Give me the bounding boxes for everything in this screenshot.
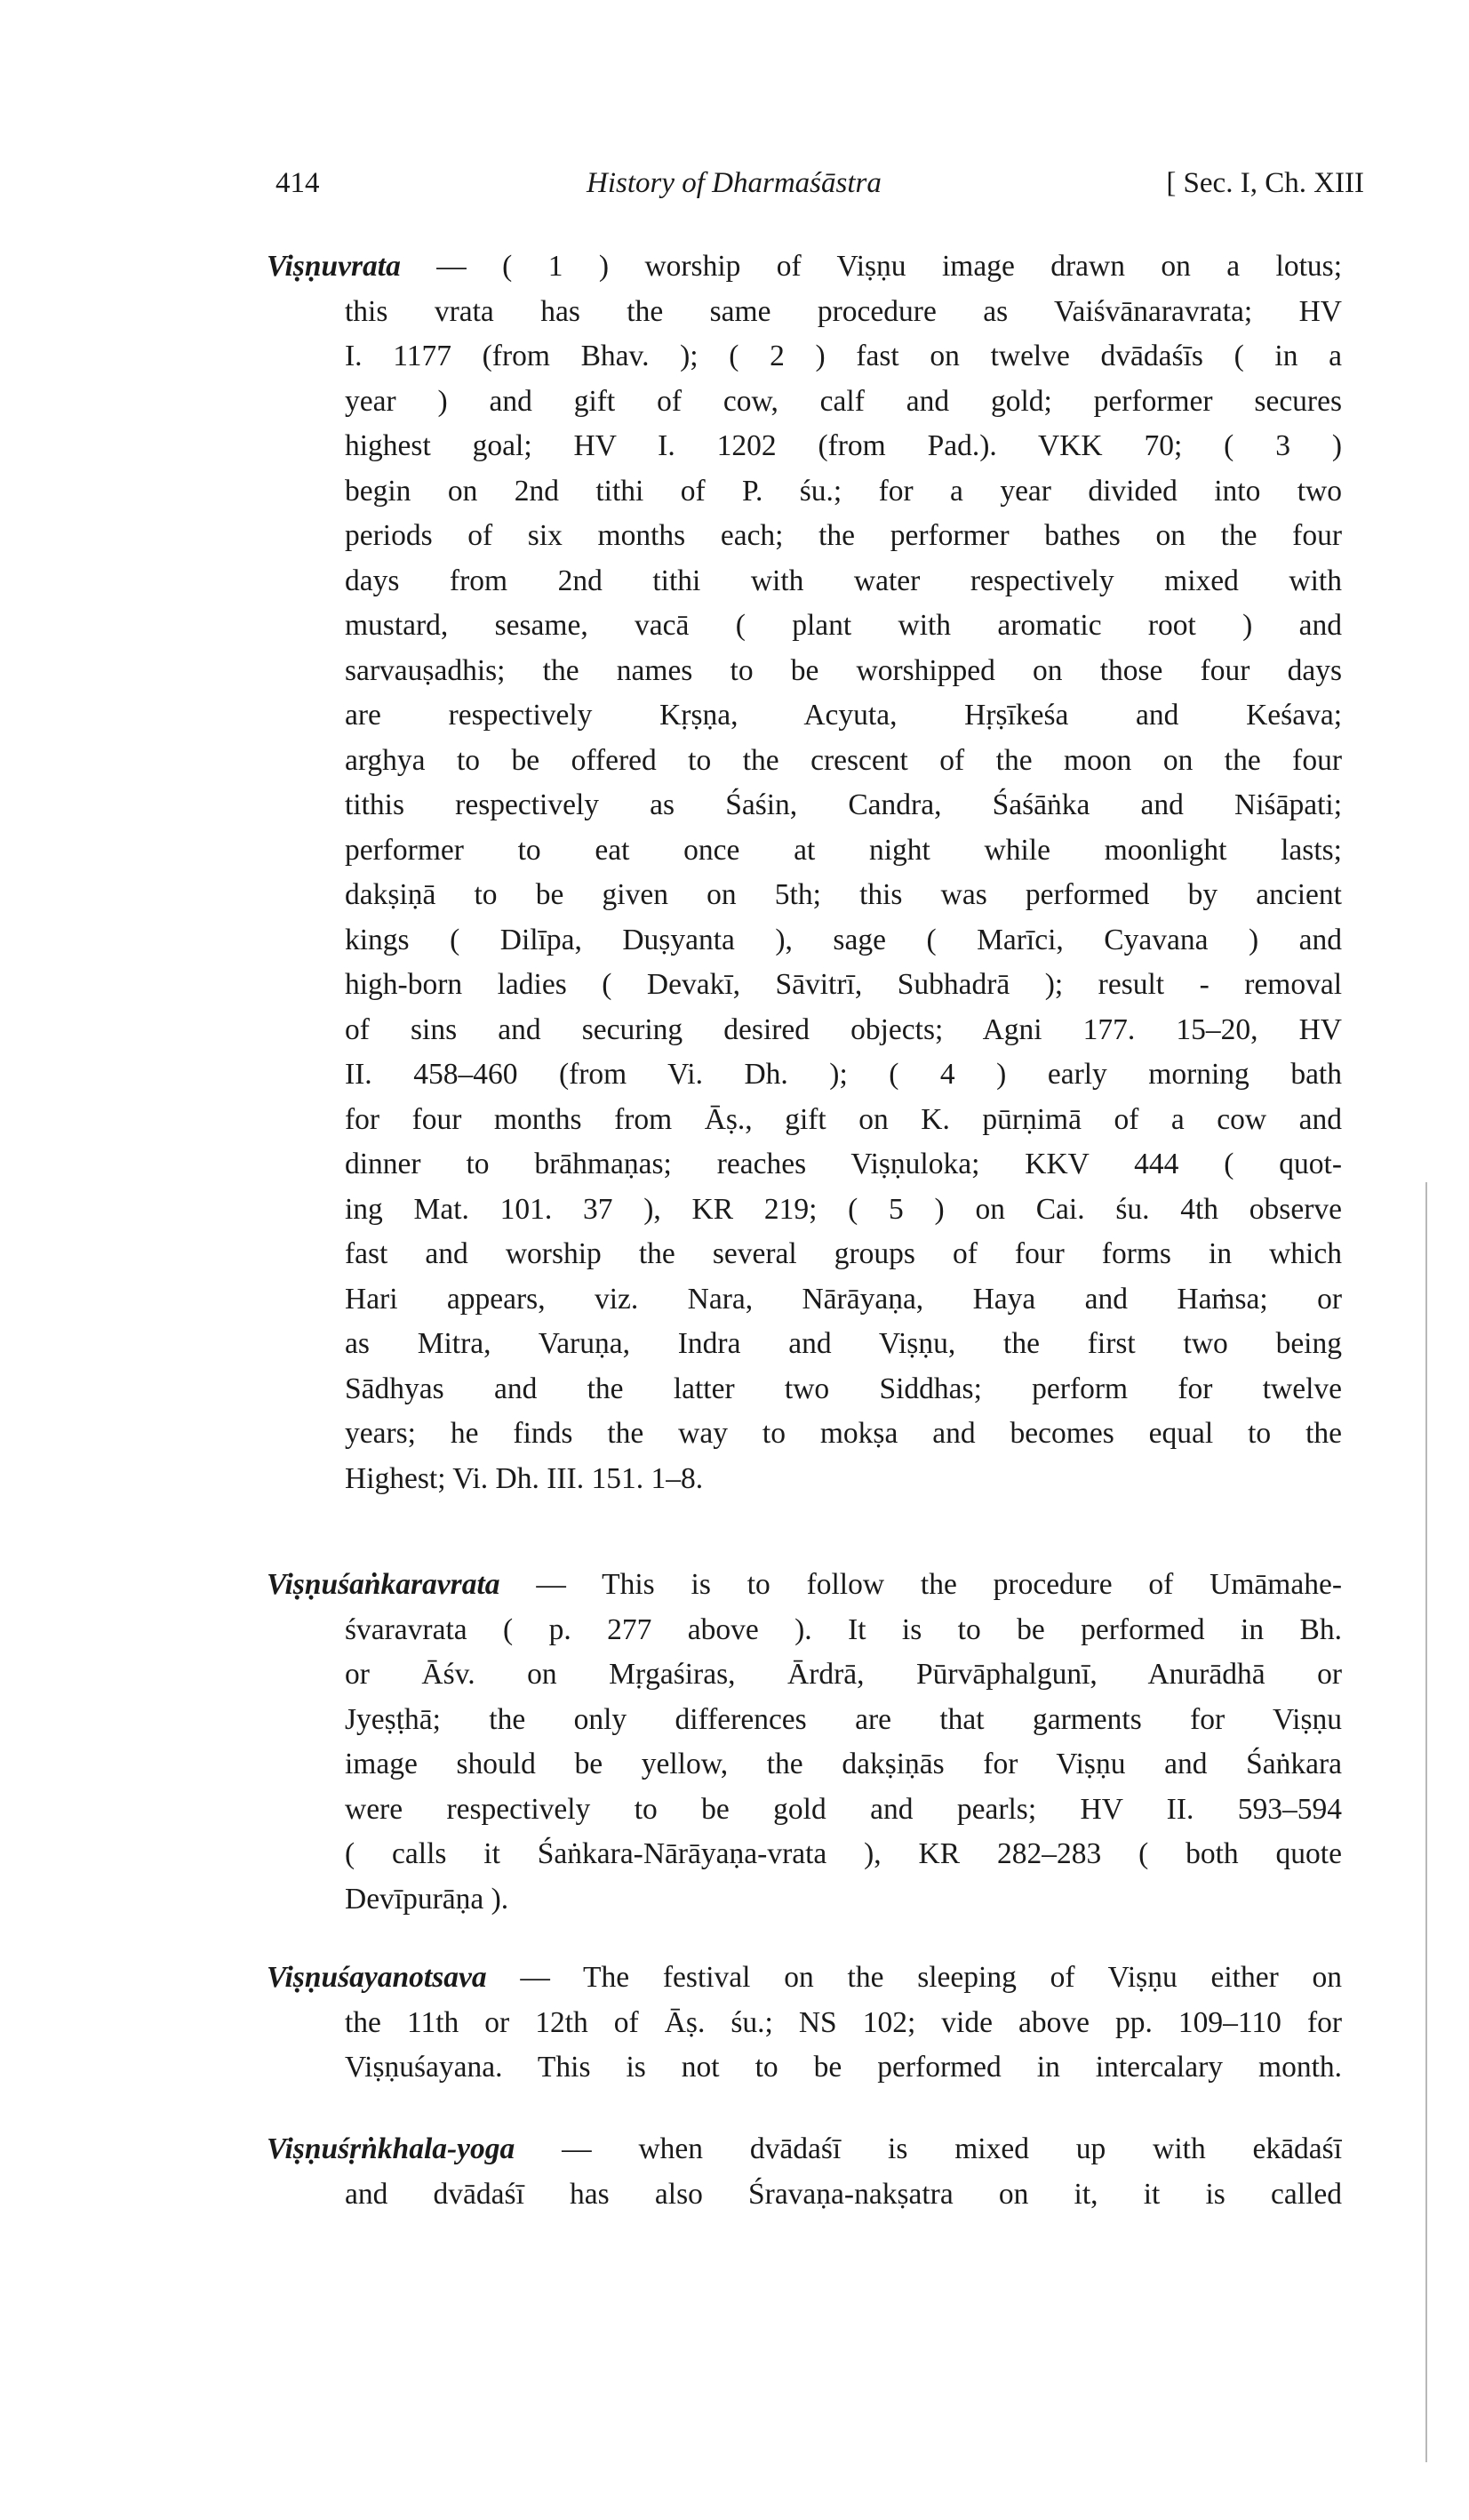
entry-line: arghya to be offered to the crescent of the moon on the four (345, 743, 1342, 777)
section-reference: [ Sec. I, Ch. XIII (1166, 167, 1364, 199)
entry-line: days from 2nd tithi with water respectively mixed with (345, 564, 1342, 597)
entry-visnusankaravrata (267, 1563, 1342, 1922)
book-title: History of Dharmaśāstra (587, 167, 882, 199)
entry-line: ing Mat. 101. 37 ), KR 219; ( 5 ) on Cai. śu. 4th observe (345, 1192, 1342, 1226)
entry-line: ( calls it Śaṅkara-Nārāyaṇa-vrata ), KR 282–283 ( both quote (345, 1837, 1342, 1870)
entry-line: fast and worship the several groups of four forms in which (345, 1237, 1342, 1270)
entry-line: begin on 2nd tithi of P. śu.; for a year divided into two (345, 474, 1342, 508)
entry-line: periods of six months each; the performer bathes on the four (345, 519, 1342, 552)
entry-line: Highest; Vi. Dh. III. 151. 1–8. (345, 1461, 704, 1495)
entry-line: high-born ladies ( Devakī, Sāvitrī, Subhadrā ); result - removal (345, 968, 1342, 1001)
scan-edge-rule (1425, 1182, 1427, 2462)
entry-line: this vrata has the same procedure as Vaiśvānaravrata; HV (345, 294, 1342, 328)
entry-line: for four months from Āṣ., gift on K. pūrṇimā of a cow and (345, 1102, 1342, 1136)
entry-headword: Viṣṇuśṛṅkhala-yoga (267, 2132, 515, 2165)
entry-visnusrnkhala-yoga (267, 2127, 1342, 2217)
entry-line: were respectively to be gold and pearls; HV II. 593–594 (345, 1792, 1342, 1826)
entry-line: Hari appears, viz. Nara, Nārāyaṇa, Haya and Haṁsa; or (345, 1282, 1342, 1316)
entry-line: or Āśv. on Mṛgaśiras, Ārdrā, Pūrvāphalgunī, Anurādhā or (345, 1658, 1342, 1691)
entry-line: years; he finds the way to mokṣa and becomes equal to the (345, 1417, 1342, 1450)
entry-line: image should be yellow, the dakṣiṇās for Viṣṇu and Śaṅkara (345, 1748, 1342, 1780)
entry-line: are respectively Kṛṣṇa, Acyuta, Hṛṣīkeśa and Keśava; (345, 699, 1342, 732)
entry-line: highest goal; HV I. 1202 (from Pad.). VKK 70; ( 3 ) (345, 429, 1342, 462)
entry-headword: Viṣṇuśayanotsava (267, 1961, 487, 1994)
entry-line: Viṣṇuśṛṅkhala-yoga — when dvādaśī is mixed up with ekādaśī (267, 2132, 1342, 2165)
entry-line: performer to eat once at night while moonlight lasts; (345, 833, 1342, 867)
entry-line: Devīpurāṇa ). (345, 1882, 509, 1916)
running-head (267, 167, 1369, 212)
entry-line: II. 458–460 (from Vi. Dh. ); ( 4 ) early morning bath (345, 1058, 1342, 1091)
entry-visnusayanotsava (267, 1956, 1342, 2091)
entry-line: dakṣiṇā to be given on 5th; this was performed by ancient (345, 878, 1342, 911)
entry-line: I. 1177 (from Bhav. ); ( 2 ) fast on twelve dvādaśīs ( in a (345, 340, 1342, 372)
entry-line: Viṣṇuśaṅkaravrata — This is to follow the procedure of Umāmahe- (267, 1568, 1342, 1601)
entry-line: Jyeṣṭhā; the only differences are that garments for Viṣṇu (345, 1702, 1342, 1736)
entry-headword: Viṣṇuśaṅkaravrata (267, 1568, 500, 1601)
entry-line: tithis respectively as Śaśin, Candra, Śaśāṅka and Niśāpati; (345, 788, 1342, 821)
entry-line: and dvādaśī has also Śravaṇa-nakṣatra on it, it is called (345, 2177, 1342, 2211)
entry-line: Viṣṇuśayanotsava — The festival on the sleeping of Viṣṇu either on (267, 1961, 1342, 1994)
page-number: 414 (275, 167, 320, 199)
entry-line: of sins and securing desired objects; Agni 177. 15–20, HV (345, 1012, 1342, 1046)
entry-line: śvaravrata ( p. 277 above ). It is to be performed in Bh. (345, 1612, 1342, 1646)
entry-headword: Viṣṇuvrata (267, 250, 401, 283)
entry-line: mustard, sesame, vacā ( plant with aromatic root ) and (345, 609, 1342, 642)
entry-line: kings ( Dilīpa, Duṣyanta ), sage ( Marīci, Cyavana ) and (345, 923, 1342, 956)
entry-line: year ) and gift of cow, calf and gold; performer secures (345, 384, 1342, 418)
entry-line: Sādhyas and the latter two Siddhas; perform for twelve (345, 1372, 1342, 1405)
entry-line: dinner to brāhmaṇas; reaches Viṣṇuloka; KKV 444 ( quot- (345, 1148, 1342, 1180)
entry-visnuvrata (267, 244, 1342, 1501)
entry-line: Viṣṇuvrata — ( 1 ) worship of Viṣṇu image drawn on a lotus; (267, 250, 1342, 283)
entry-line: Viṣṇuśayana. This is not to be performed in intercalary month. (345, 2051, 1342, 2084)
entry-line: the 11th or 12th of Āṣ. śu.; NS 102; vide above pp. 109–110 for (345, 2005, 1342, 2039)
entry-line: sarvauṣadhis; the names to be worshipped on those four days (345, 653, 1342, 687)
entry-line: as Mitra, Varuṇa, Indra and Viṣṇu, the first two being (345, 1327, 1342, 1360)
